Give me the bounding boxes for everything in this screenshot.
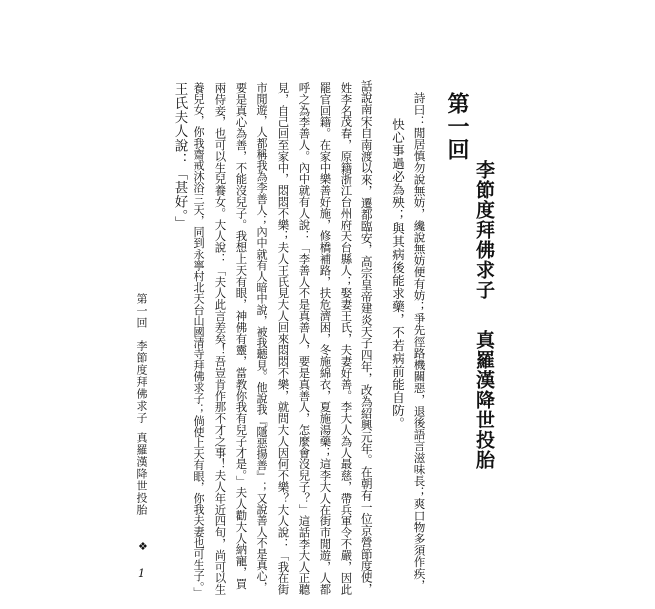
body-column-5: 見，自己回至家中，悶悶不樂；夫人王氏見大人回來悶悶不樂，就問大人因何不樂？大人說：「我在街 — [276, 82, 291, 595]
running-head-chapter: 第一回 — [135, 293, 148, 329]
body-column-6: 市閒遊，人都稱我為李善人；內中就有人暗中說，被我聽見。他說我『隱惡揚善』；又說善人不是真心， — [255, 82, 269, 593]
poem-line-1: 詩曰：閒居慎勿說無妨，纔說無妨便有妨；爭先徑路機關惡，退後語言滋味長；爽口物多須作疾， — [412, 92, 427, 591]
body-column-10: 王氏夫人說：「甚好。」 — [171, 82, 188, 231]
body-column-8: 兩侍妾，也可以生兒養女。大人說：「夫人此言差矣！吾豈肯作那不才之事！夫人年近四旬，尚可以生 — [213, 82, 228, 595]
body-column-9: 養兒女，你我齋戒沐浴三天，同到永寧村北天台山國清寺拜佛求子；倘使上天有眼，你我夫妻也可生子。」 — [192, 82, 206, 599]
running-head-title-part1: 李節度拜佛求子 — [135, 340, 148, 424]
body-column-2: 姓李名茂春，原籍浙江台州府天台縣人；娶妻王氏，夫妻好善。李大人為人最慈，帶兵軍令不嚴，因此 — [339, 82, 354, 595]
body-column-3: 罷官回籍。在家中樂善好施，修橋補路，扶危濟困，冬施綿衣，夏施湯藥；這李大人在街市閒遊，人都 — [318, 82, 333, 595]
poem-line-2: 快心事過必為殃；與其病後能求藥，不若病前能自防。 — [390, 118, 406, 430]
chapter-number: 第一回 — [444, 92, 470, 161]
chapter-title-part2: 真羅漢降世投胎 — [473, 330, 495, 470]
body-column-4: 呼之為李善人。內中就有人說：「李善人不是真善人，要是真善人，怎麼會沒兒子？」這話李大人正聽 — [297, 82, 312, 595]
chapter-title-part1: 李節度拜佛求子 — [473, 160, 495, 300]
page-number: 1 — [138, 567, 145, 580]
body-column-7: 要是真心為善，不能沒兒子。我想上天有眼，神佛有靈，當教你我有兒子才是。」夫人勸大人納寵，買 — [234, 82, 249, 590]
ornament-icon: ❖ — [138, 540, 148, 553]
body-column-1: 話說南宋自南渡以來，遷都臨安，高宗皇帝建炎天子四年，改為紹興元年。在朝有一位京營節度使， — [359, 80, 374, 595]
running-head-title-part2: 真羅漢降世投胎 — [135, 432, 148, 516]
